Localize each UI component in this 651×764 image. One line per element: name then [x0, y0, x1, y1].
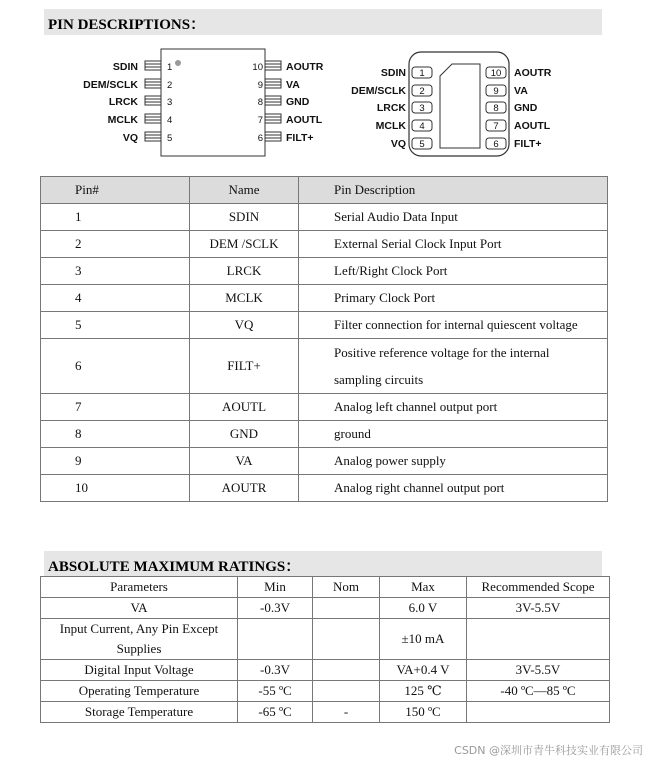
param-cell: VA — [41, 598, 238, 619]
pin-label: GND — [286, 96, 310, 108]
table-header-row — [41, 577, 610, 598]
pin-number-cell: 6 — [41, 339, 190, 394]
pin-number: 9 — [257, 80, 263, 91]
pin-number-cell: 4 — [41, 285, 190, 312]
pin-number: 6 — [257, 133, 263, 144]
param-cell: Digital Input Voltage — [41, 660, 238, 681]
pin-name-cell: LRCK — [190, 258, 299, 285]
col-header-max: Max — [380, 577, 467, 598]
pin-number-cell: 7 — [41, 394, 190, 421]
pin-lead — [265, 114, 281, 123]
pin-number-cell: 2 — [41, 231, 190, 258]
pin-descriptions-title: PIN DESCRIPTIONS： — [48, 17, 206, 33]
pin-number-cell: 9 — [41, 448, 190, 475]
pin-name-cell: FILT+ — [190, 339, 299, 394]
min-cell: -65 ºC — [238, 702, 313, 723]
nom-cell — [313, 660, 380, 681]
pin-number: 10 — [252, 62, 263, 73]
pin-name-cell: AOUTR — [190, 475, 299, 502]
pin-number-cell: 10 — [41, 475, 190, 502]
table-row — [41, 258, 608, 285]
pin-desc-cell: Serial Audio Data Input — [299, 204, 608, 231]
table-row — [41, 619, 610, 660]
pin-desc-cell: Positive reference voltage for the internal sampling circuits — [299, 339, 608, 394]
min-cell: -0.3V — [238, 660, 313, 681]
pin-name-cell: GND — [190, 421, 299, 448]
pin-number: 1 — [167, 62, 173, 73]
max-cell: VA+0.4 V — [380, 660, 467, 681]
pin-label: VQ — [122, 132, 138, 144]
col-header-parameters: Parameters — [41, 577, 238, 598]
pin-desc-cell: ground — [299, 421, 608, 448]
pin-number: 1 — [419, 68, 425, 79]
pin-lead — [265, 96, 281, 105]
pin-lead — [145, 79, 161, 88]
watermark-footer: CSDN @深圳市青牛科技实业有限公司 — [454, 744, 643, 757]
pin-lead — [145, 114, 161, 123]
pin-desc-cell: Filter connection for internal quiescent voltage — [299, 312, 608, 339]
max-cell: 150 ºC — [380, 702, 467, 723]
scope-cell — [467, 619, 610, 660]
col-header-name: Name — [190, 177, 299, 204]
pin-lead — [265, 79, 281, 88]
scope-cell: 3V-5.5V — [467, 660, 610, 681]
col-header-pin: Pin# — [41, 177, 190, 204]
pin-desc-cell: Left/Right Clock Port — [299, 258, 608, 285]
pin-number: 3 — [419, 103, 425, 114]
min-cell: -0.3V — [238, 598, 313, 619]
pin1-marker-dot — [175, 60, 181, 66]
pin-lead — [145, 132, 161, 141]
pin-number-cell: 3 — [41, 258, 190, 285]
pin-label: DEM/SCLK — [351, 85, 406, 97]
table-row — [41, 421, 608, 448]
pin-label: VA — [514, 85, 528, 97]
table-row — [41, 339, 608, 394]
col-header-min: Min — [238, 577, 313, 598]
nom-cell — [313, 598, 380, 619]
pin-desc-cell: Analog left channel output port — [299, 394, 608, 421]
pin-desc-cell: Primary Clock Port — [299, 285, 608, 312]
pin-number: 4 — [167, 115, 173, 126]
pin-diagram — [0, 0, 651, 170]
pin-number-cell: 8 — [41, 421, 190, 448]
pin-name-cell: AOUTL — [190, 394, 299, 421]
pin-label: SDIN — [112, 61, 138, 73]
abs-max-table — [40, 576, 610, 723]
table-row — [41, 448, 608, 475]
pin-number: 3 — [167, 97, 173, 108]
col-header-recommended-scope: Recommended Scope — [467, 577, 610, 598]
max-cell: 6.0 V — [380, 598, 467, 619]
pin-label: VA — [286, 79, 300, 91]
pin-number: 8 — [493, 103, 499, 114]
pin-label: AOUTR — [514, 67, 552, 79]
param-cell: Operating Temperature — [41, 681, 238, 702]
max-cell: ±10 mA — [380, 619, 467, 660]
pin-description-table — [40, 176, 608, 502]
pin-label: FILT+ — [286, 132, 314, 144]
pin-name-cell: DEM /SCLK — [190, 231, 299, 258]
pin-number: 2 — [419, 86, 425, 97]
pin-label: LRCK — [108, 96, 138, 108]
pin-number: 9 — [493, 86, 499, 97]
pin-number: 4 — [419, 121, 425, 132]
col-header-nom: Nom — [313, 577, 380, 598]
pin-name-cell: MCLK — [190, 285, 299, 312]
scope-cell — [467, 702, 610, 723]
abs-max-header-bar — [44, 551, 602, 576]
table-row — [41, 598, 610, 619]
scope-cell: -40 ºC—85 ºC — [467, 681, 610, 702]
pin-lead — [265, 132, 281, 141]
pin-label: MCLK — [375, 120, 406, 132]
pin-number: 10 — [490, 68, 502, 79]
pin-desc-cell: Analog right channel output port — [299, 475, 608, 502]
pin-label: VQ — [390, 138, 406, 150]
pin-number: 5 — [419, 139, 425, 150]
table-row — [41, 231, 608, 258]
pin-desc-cell: Analog power supply — [299, 448, 608, 475]
pin-number: 6 — [493, 139, 499, 150]
min-cell: -55 ºC — [238, 681, 313, 702]
pin-number: 5 — [167, 133, 173, 144]
pin-number: 8 — [257, 97, 263, 108]
pin-desc-cell: External Serial Clock Input Port — [299, 231, 608, 258]
pin-number-cell: 5 — [41, 312, 190, 339]
pin-label: LRCK — [376, 102, 406, 114]
pin-label: MCLK — [107, 114, 138, 126]
pin-name-cell: SDIN — [190, 204, 299, 231]
table-row — [41, 312, 608, 339]
abs-max-title: ABSOLUTE MAXIMUM RATINGS： — [48, 559, 301, 575]
min-cell — [238, 619, 313, 660]
table-row — [41, 394, 608, 421]
table-header-row — [41, 177, 608, 204]
pin-number-cell: 1 — [41, 204, 190, 231]
pin-number: 7 — [493, 121, 499, 132]
col-header-description: Pin Description — [299, 177, 608, 204]
table-row — [41, 285, 608, 312]
param-cell: Input Current, Any Pin Except Supplies — [41, 619, 238, 660]
pin-number: 7 — [257, 115, 263, 126]
pin-label: AOUTL — [514, 120, 551, 132]
nom-cell — [313, 619, 380, 660]
pin-label: GND — [514, 102, 538, 114]
table-row — [41, 475, 608, 502]
param-cell: Storage Temperature — [41, 702, 238, 723]
pin-name-cell: VQ — [190, 312, 299, 339]
pin-label: FILT+ — [514, 138, 542, 150]
table-row — [41, 660, 610, 681]
table-row — [41, 702, 610, 723]
nom-cell: - — [313, 702, 380, 723]
pin-label: SDIN — [380, 67, 406, 79]
pin-lead — [145, 96, 161, 105]
pin-label: AOUTR — [286, 61, 324, 73]
scope-cell: 3V-5.5V — [467, 598, 610, 619]
pin-number: 2 — [167, 80, 173, 91]
pin-lead — [145, 61, 161, 70]
table-row — [41, 681, 610, 702]
max-cell: 125 ℃ — [380, 681, 467, 702]
pin-label: DEM/SCLK — [83, 79, 138, 91]
nom-cell — [313, 681, 380, 702]
table-row — [41, 204, 608, 231]
pin-label: AOUTL — [286, 114, 323, 126]
pin-lead — [265, 61, 281, 70]
pin-name-cell: VA — [190, 448, 299, 475]
